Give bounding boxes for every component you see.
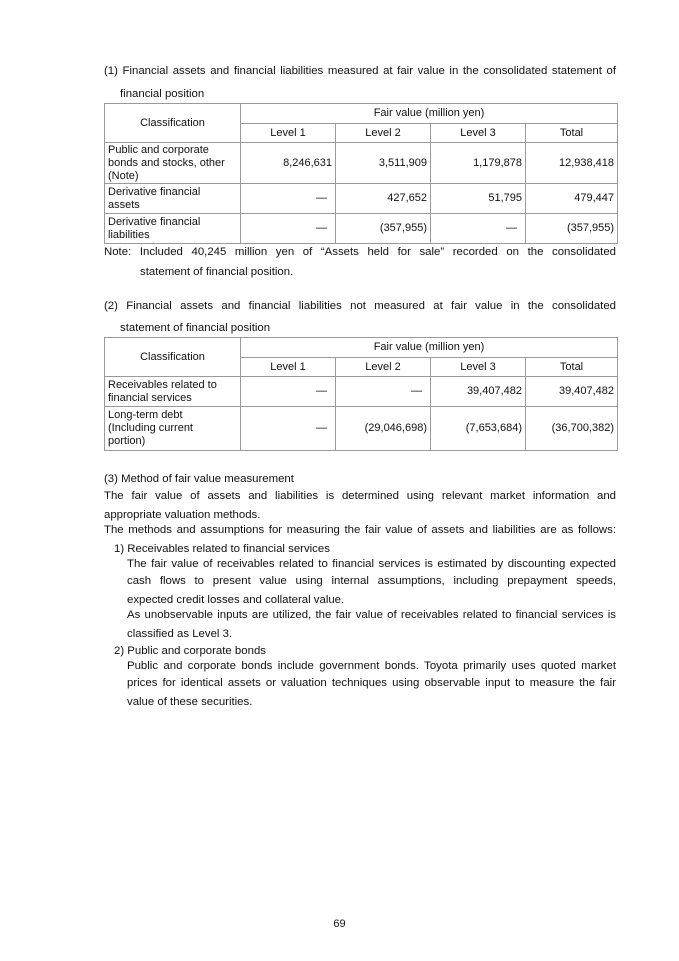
cell-value: 51,795 (431, 184, 526, 214)
table1-fair-value-header: Fair value (million yen) (241, 104, 618, 124)
item2-line2: prices for identical assets or valuation techniques using observable input to measure the fair (127, 677, 616, 689)
table2-col-level1: Level 1 (241, 358, 336, 377)
cell-value: — (241, 214, 336, 244)
item2-line1: Public and corporate bonds include government bonds. Toyota primarily uses quoted market (127, 660, 616, 672)
table2-fair-value-header: Fair value (million yen) (241, 338, 618, 358)
table1-col-level3: Level 3 (431, 124, 526, 143)
cell-value: (36,700,382) (526, 407, 618, 451)
section3-heading: (3) Method of fair value measurement (104, 473, 294, 485)
table1-col-total: Total (526, 124, 618, 143)
item2-line3: value of these securities. (127, 696, 253, 708)
row-label-line: liabilities (108, 228, 150, 241)
section1-note-line1: Note: Included 40,245 million yen of “Assets held for sale” recorded on the consolidated (104, 246, 616, 258)
cell-value: 1,179,878 (431, 143, 526, 184)
table2-col-level2: Level 2 (336, 358, 431, 377)
item1-p2-line1: As unobservable inputs are utilized, the fair value of receivables related to financial services is (127, 609, 616, 621)
cell-value: 39,407,482 (526, 377, 618, 407)
table-row (105, 407, 618, 451)
table-row (105, 214, 618, 244)
section1-note-line2: statement of financial position. (140, 266, 294, 278)
cell-value: 8,246,631 (241, 143, 336, 184)
table1-col-level1: Level 1 (241, 124, 336, 143)
cell-value: — (241, 377, 336, 407)
cell-value: (7,653,684) (431, 407, 526, 451)
section3-intro-line3: The methods and assumptions for measuring the fair value of assets and liabilities are as follows: (104, 524, 616, 536)
row-label-line: (Including current (108, 422, 193, 434)
row-label-line: (Note) (108, 169, 139, 182)
cell-value: (357,955) (526, 214, 618, 244)
table2-col-total: Total (526, 358, 618, 377)
row-label-line: bonds and stocks, other (108, 156, 225, 169)
cell-value: 39,407,482 (431, 377, 526, 407)
section1-heading-line1: (1) Financial assets and financial liabilities measured at fair value in the consolidated statement of (104, 65, 616, 77)
cell-value: 427,652 (336, 184, 431, 214)
item1-p2-line2: classified as Level 3. (127, 628, 233, 640)
table1-col-level2: Level 2 (336, 124, 431, 143)
section3-intro-line2: appropriate valuation methods. (104, 509, 261, 521)
row-label-line: Receivables related to (108, 378, 217, 391)
cell-value: 479,447 (526, 184, 618, 214)
row-label (105, 407, 241, 451)
table2-classification-header: Classification (105, 338, 241, 377)
cell-value: 3,511,909 (336, 143, 431, 184)
table2-col-level3: Level 3 (431, 358, 526, 377)
section2-heading-line1: (2) Financial assets and financial liabilities not measured at fair value in the consolidated (104, 300, 616, 312)
item1-p1-line3: expected credit losses and collateral value. (127, 594, 345, 606)
table-row (105, 377, 618, 407)
table1-classification-header: Classification (105, 104, 241, 143)
table-fair-value-measured (104, 103, 618, 244)
row-label (105, 143, 241, 184)
row-label-line: assets (108, 198, 140, 211)
section2-heading-line2: statement of financial position (120, 322, 271, 334)
row-label-line: Long-term debt (108, 409, 183, 421)
row-label-line: portion) (108, 435, 146, 447)
cell-value: (357,955) (336, 214, 431, 244)
cell-value: — (241, 407, 336, 451)
cell-value: — (336, 377, 431, 407)
section3-intro-line1: The fair value of assets and liabilities is determined using relevant market information and (104, 490, 616, 502)
page-number: 69 (333, 918, 346, 930)
section1-heading-line2: financial position (120, 88, 205, 100)
cell-value: 12,938,418 (526, 143, 618, 184)
row-label-line: Derivative financial (108, 185, 201, 198)
row-label-line: Derivative financial (108, 215, 201, 228)
table-row (105, 143, 618, 184)
row-label (105, 184, 241, 214)
table-row (105, 184, 618, 214)
cell-value: (29,046,698) (336, 407, 431, 451)
row-label (105, 214, 241, 244)
item1-heading: 1) Receivables related to financial services (114, 543, 330, 555)
table-fair-value-not-measured (104, 337, 618, 451)
cell-value: — (431, 214, 526, 244)
item2-heading: 2) Public and corporate bonds (114, 645, 266, 657)
row-label (105, 377, 241, 407)
row-label-line: Public and corporate (108, 143, 209, 156)
row-label-line: financial services (108, 391, 192, 404)
cell-value: — (241, 184, 336, 214)
item1-p1-line1: The fair value of receivables related to financial services is estimated by discounting expected (127, 558, 616, 570)
item1-p1-line2: cash flows to present value using internal assumptions, including prepayment speeds, (127, 575, 616, 587)
